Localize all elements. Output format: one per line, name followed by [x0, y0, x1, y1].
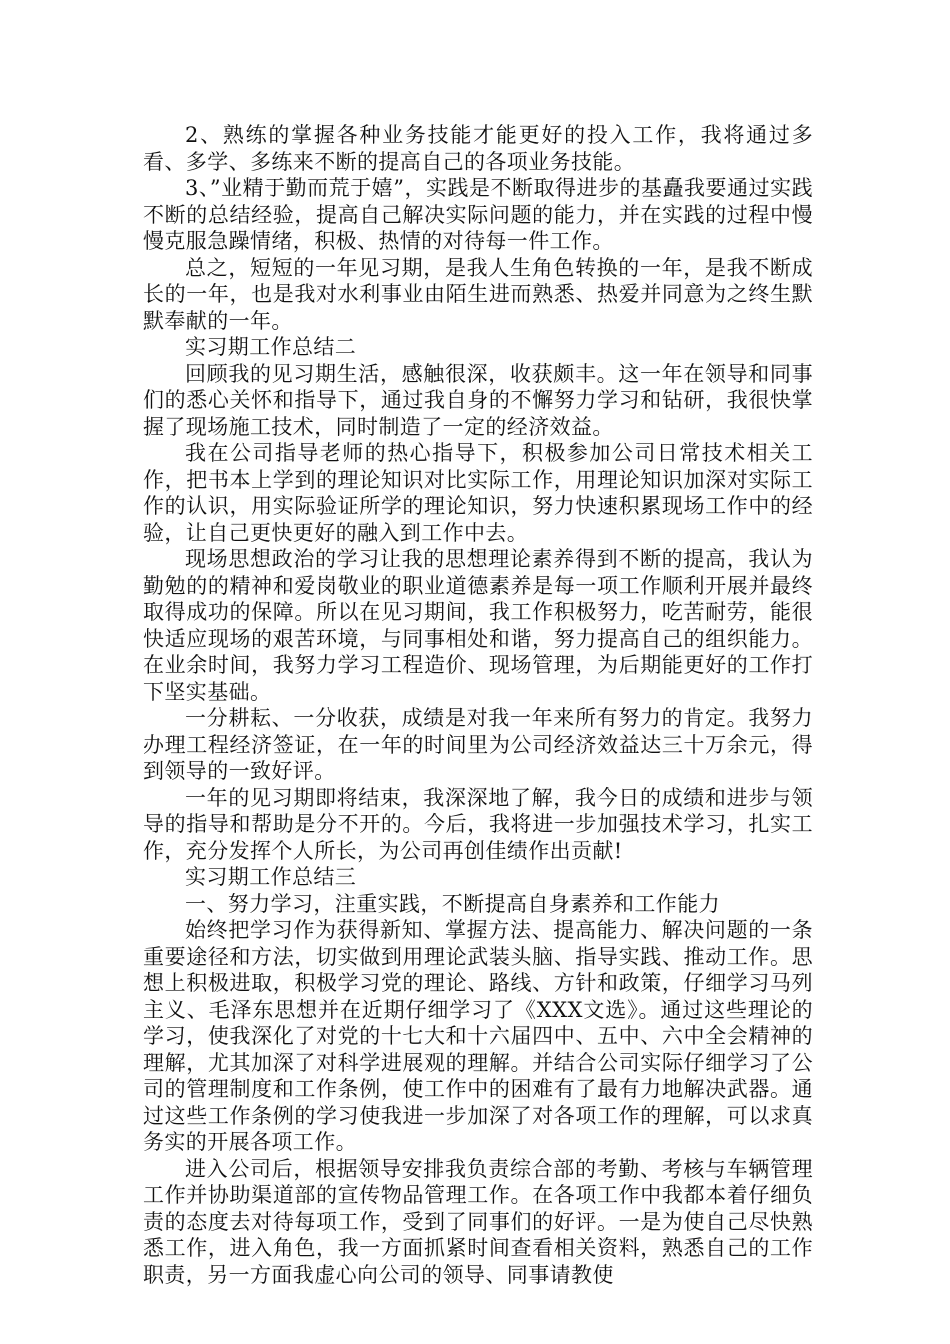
paragraph: 始终把学习作为获得新知、掌握方法、提高能力、解决问题的一条重要途径和方法，切实做到用理论武装头脑、指导实践、推动工作。思想上积极进取，积极学习党的理论、路线、方针和政策，仔细学习马列主义、毛泽东思想并在近期仔细学习了《XXX文选》。通过这些理论的学习，使我深化了对党的十七大和十六届四中、五中、六中全会精神的理解，尤其加深了对科学进展观的理解。并结合公司实际仔细学习了公司的管理制度和工作条例，使工作中的困难有了最有力地解决武器。通过这些工作条例的学习使我进一步加深了对各项工作的理解，可以求真务实的开展各项工作。	[143, 918, 813, 1154]
paragraph: 3、”业精于勤而荒于嬉”，实践是不断取得进步的基矗我要通过实践不断的总结经验，提高自己解决实际问题的能力，并在实践的过程中慢慢克服急躁情绪，积极、热情的对待每一件工作。	[143, 176, 813, 253]
paragraph: 一分耕耘、一分收获，成绩是对我一年来所有努力的肯定。我努力办理工程经济签证，在一年的时间里为公司经济效益达三十万余元，得到领导的一致好评。	[143, 706, 813, 783]
paragraph: 现场思想政治的学习让我的思想理论素养得到不断的提高，我认为勤勉的的精神和爱岗敬业的职业道德素养是每一项工作顺利开展并最终取得成功的保障。所以在见习期间，我工作积极努力，吃苦耐劳，能很快适应现场的艰苦环境，与同事相处和谐，努力提高自己的组织能力。在业余时间，我努力学习工程造价、现场管理，为后期能更好的工作打下坚实基础。	[143, 547, 813, 704]
paragraph: 我在公司指导老师的热心指导下，积极参加公司日常技术相关工作，把书本上学到的理论知识对比实际工作，用理论知识加深对实际工作的认识，用实际验证所学的理论知识，努力快速积累现场工作中的经验，让自己更快更好的融入到工作中去。	[143, 441, 813, 545]
section-heading: 实习期工作总结二	[185, 335, 357, 359]
paragraph: 2、熟练的掌握各种业务技能才能更好的投入工作，我将通过多看、多学、多练来不断的提高自己的各项业务技能。	[143, 123, 813, 174]
paragraph: 回顾我的见习期生活，感触很深，收获颇丰。这一年在领导和同事们的悉心关怀和指导下，通过我自身的不懈努力学习和钻研，我很快掌握了现场施工技术，同时制造了一定的经济效益。	[143, 361, 813, 439]
section-heading: 实习期工作总结三	[185, 865, 357, 889]
subsection-heading: 一、努力学习，注重实践，不断提高自身素养和工作能力	[185, 891, 720, 916]
paragraph: 总之，短短的一年见习期，是我人生角色转换的一年，是我不断成长的一年，也是我对水利事业由陌生进而熟悉、热爱并同意为之终生默默奉献的一年。	[143, 255, 813, 333]
paragraph: 一年的见习期即将结束，我深深地了解，我今日的成绩和进步与领导的指导和帮助是分不开的。今后，我将进一步加强技术学习，扎实工作，充分发挥个人所长，为公司再创佳绩作出贡献!	[143, 785, 813, 863]
paragraph: 进入公司后，根据领导安排我负责综合部的考勤、考核与车辆管理工作并协助渠道部的宣传物品管理工作。在各项工作中我都本着仔细负责的态度去对待每项工作，受到了同事们的好评。一是为使自己尽快熟悉工作，进入角色，我一方面抓紧时间查看相关资料，熟悉自己的工作职责，另一方面我虚心向公司的领导、同事请教使	[143, 1156, 813, 1287]
document-body	[143, 122, 813, 1288]
